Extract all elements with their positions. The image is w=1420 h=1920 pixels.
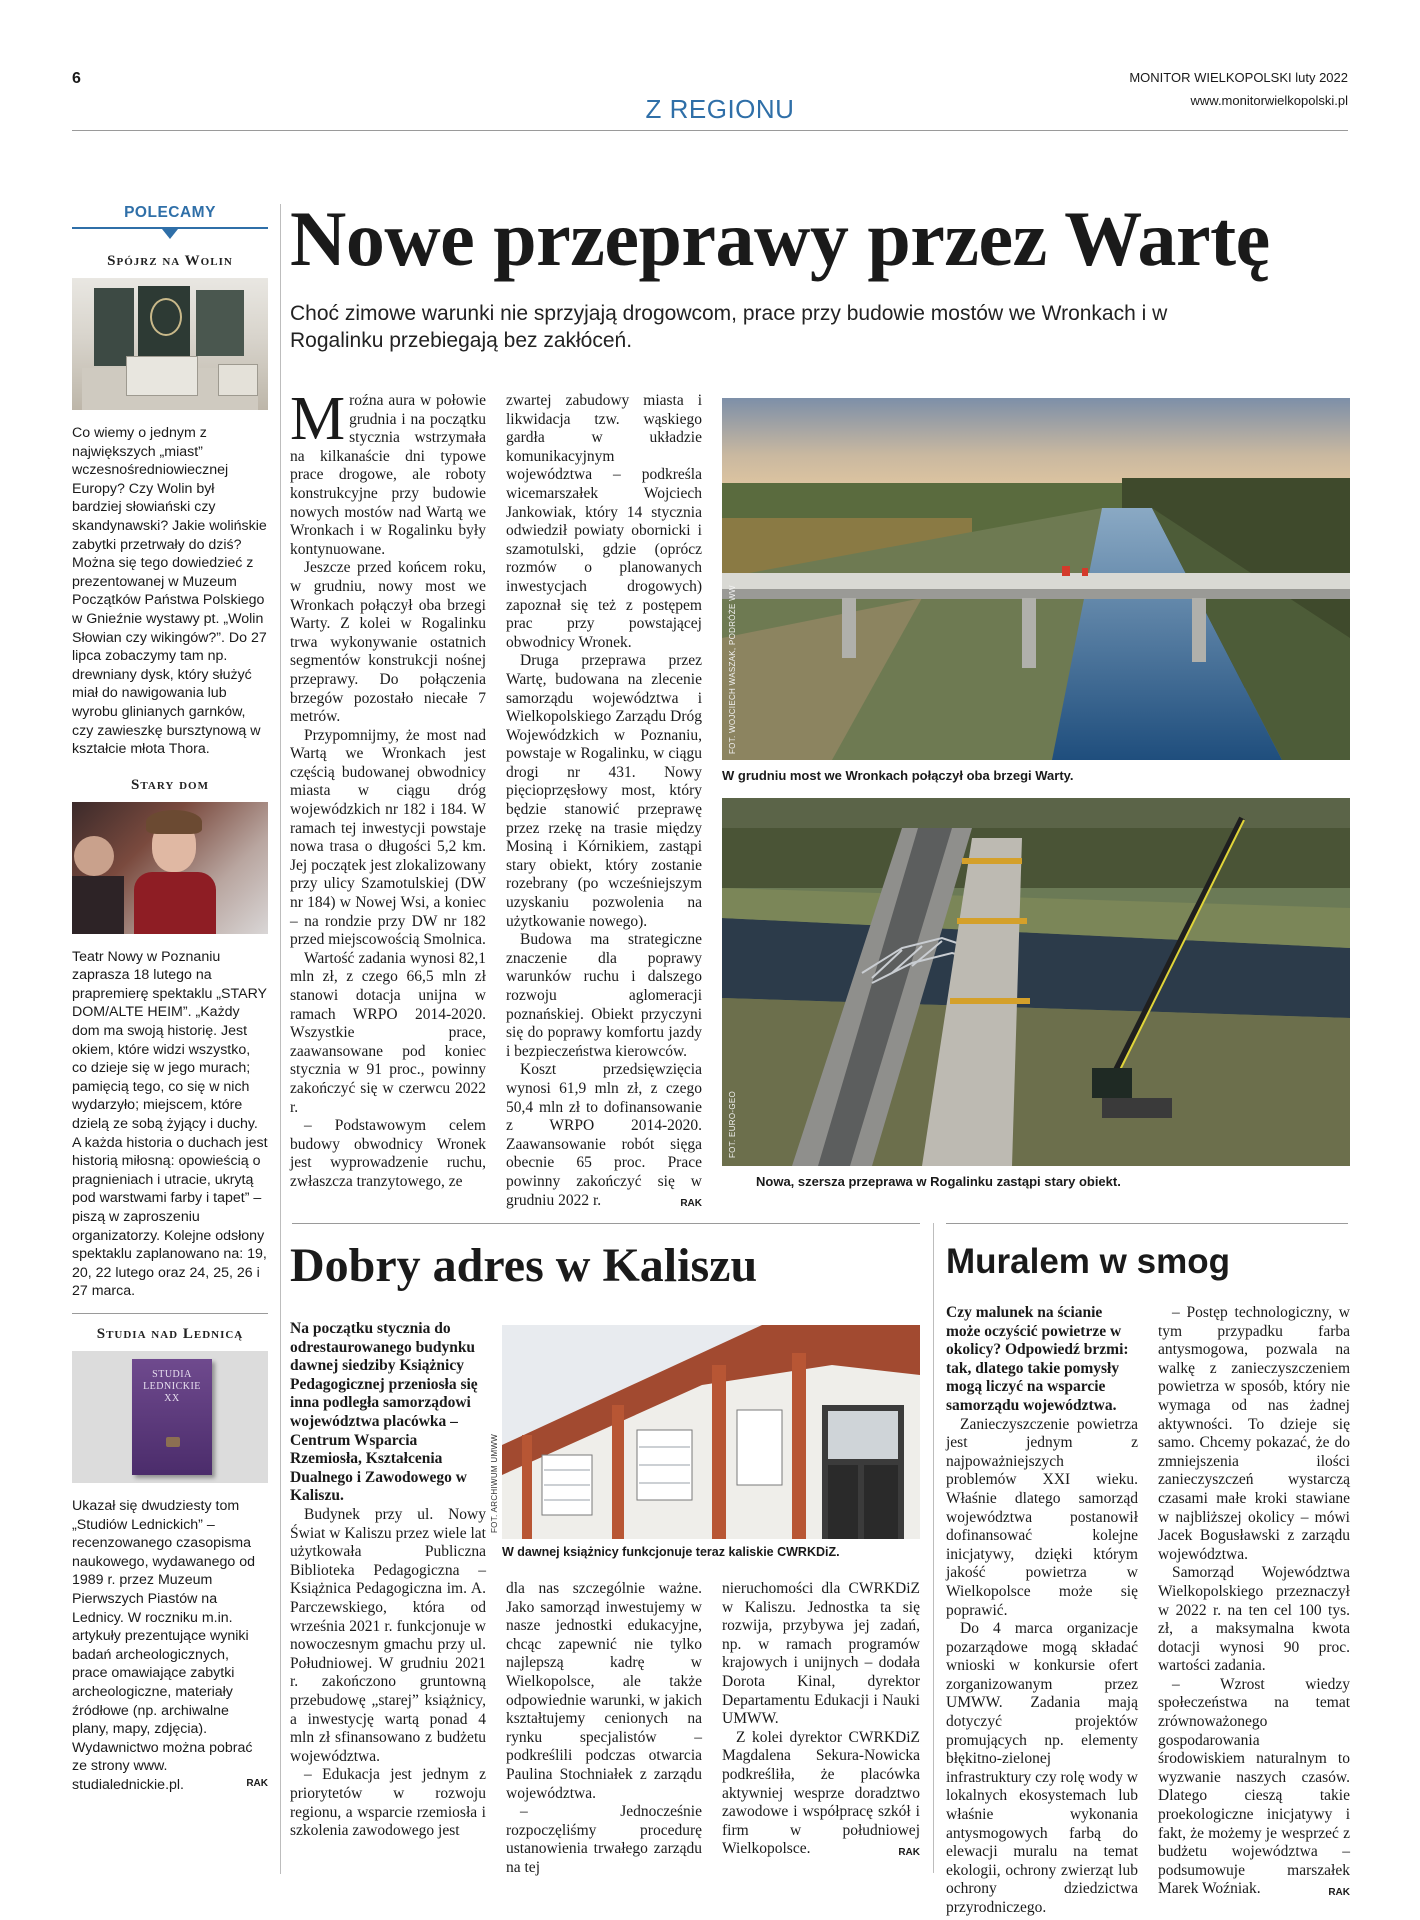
- signature: RAK: [246, 1778, 268, 1790]
- photo-credit: FOT. EURO-GEO: [728, 1090, 737, 1158]
- sidebar-label-rule: [72, 227, 268, 229]
- rogalinek-bridge-illustration: [722, 798, 1350, 1166]
- triangle-down-icon: [162, 229, 178, 239]
- main-lead: Choć zimowe warunki nie sprzyjają drogowcom, prace przy budowie mostów we Wronkach i w Rogalinku przebiegają bez zakłóceń.: [290, 302, 1168, 352]
- kalisz-column-2: [506, 1580, 702, 1878]
- photo-caption: Nowa, szersza przeprawa w Rogalinku zastąpi stary obiekt.: [756, 1174, 1121, 1189]
- publication-name: MONITOR WIELKOPOLSKI luty 2022: [1129, 70, 1348, 85]
- sidebar: [72, 204, 268, 1793]
- paragraph: Samorząd Województwa Wielkopolskiego przeznaczył w 2022 r. na ten cel 100 tys. zł, a maksymalna kwota dotacji wynosi 90 proc. wartości zadania.: [1158, 1564, 1350, 1675]
- theater-photo: [72, 802, 268, 934]
- column-separator: [933, 1223, 934, 1873]
- dropcap: M: [290, 385, 346, 453]
- paragraph: Budowa ma strategiczne znaczenie dla poprawy warunków ruchu i dalszego rozwoju aglomeracji poznańskiej. Obiekt przyczyni się do poprawy komfortu jazdy i bezpieczeństwa kierowców.: [506, 931, 702, 1060]
- kalisz-lead: Na początku stycznia do odrestaurowanego budynku dawnej siedziby Książnicy Pedagogicznej przeniosła się inna podległa samorządowi województwa placówka – Centrum Wsparcia Rzemiosła, Kształcenia Dualnego i Zawodowego w Kaliszu.: [290, 1320, 478, 1505]
- paragraph: Z kolei dyrektor CWRKDiZ Magdalena Sekura-Nowicka podkreśliła, że placówka aktywniej wesprze doradztwo zawodowe i współpracę szkół i firm w południowej Wielkopolsce.: [722, 1728, 920, 1858]
- mural-lead: Czy malunek na ścianie może oczyścić powietrze w okolicy? Odpowiedź brzmi: tak, dlatego takie pomysły mogą liczyć na wsparcie samorządu województwa.: [946, 1304, 1129, 1414]
- sidebar-item-text: Ukazał się dwudziesty tom „Studiów Lednickich” – recenzowanego czasopisma naukowego, wydawanego od 1989 r. przez Muzeum Pierwszych Piastów na Lednicy. W roczniku m.in. artykuły prezentujące wyniki badań archeologicznych, prace omawiające zabytki archeologiczne, materiały źródłowe (np. archiwalne plany, mapy, zdjęcia). Wydawnictwo można pobrać ze strony www. studialednickie.pl.: [72, 1497, 255, 1793]
- paragraph: zwartej zabudowy miasta i likwidacja tzw. wąskiego gardła w układzie komunikacyjnym województwa – podkreśla wicemarszałek Wojciech Jankowiak, który 14 stycznia odwiedził powiaty obornicki i szamotulski, gdzie (oprócz rozmów o planowanych inwestycjach drogowych) zapoznał się też z postępem prac przy powstającej obwodnicy Wronek.: [506, 392, 702, 651]
- sidebar-divider: [72, 1313, 268, 1314]
- rogalinek-bridge-photo: [722, 798, 1350, 1166]
- sidebar-item-text: Co wiemy o jednym z największych „miast” wczesnośredniowiecznej Europy? Czy Wolin był bardziej słowiański czy skandynawski? Jakie wolińskie zabytki przetrwały do dziś? Można się tego dowiedzieć z prezentowanej w Muzeum Początków Państwa Polskiego w Gnieźnie wystawy pt. „Wolin Słowian czy wikingów?”. Do 27 lipca zobaczymy tam np. drewniany dysk, który służyć miał do nawigowania lub wyrobu glinianych garnków, czy zawieszkę bursztynową w kształcie młota Thora.: [72, 425, 267, 758]
- exhibition-photo: [72, 278, 268, 410]
- paragraph: Zanieczyszczenie powietrza jest jednym z najpoważniejszych problemów XXI wieku. Właśnie dlatego samorząd województwa postanowił dofinansować kolejne inicjatywy, dzięki którym jakość powietrza w Wielkopolsce może się poprawić.: [946, 1415, 1138, 1619]
- sidebar-item-title: Stary dom: [131, 776, 209, 793]
- kalisz-building-photo: [490, 1325, 920, 1539]
- wronki-bridge-photo: [722, 398, 1350, 760]
- main-headline: Nowe przeprawy przez Wartę: [290, 195, 1270, 282]
- section-rule-left: [292, 1223, 920, 1224]
- main-column-2: [506, 392, 702, 1214]
- paragraph: – Wzrost wiedzy społeczeństwa na temat zrównoważonego gospodarowania środowiskiem naturalnym to wyzwanie naszych czasów. Dlatego cieszą takie proekologiczne inicjatywy i fakt, że możemy je wesprzeć z budżetu województwa – podsumowuje marszałek Marek Woźniak.: [1158, 1675, 1350, 1898]
- book-photo: [72, 1351, 268, 1483]
- book-cover: [132, 1359, 212, 1475]
- wronki-bridge-illustration: [722, 398, 1350, 760]
- website: www.monitorwielkopolski.pl: [1190, 93, 1348, 108]
- kalisz-column-1: [290, 1506, 486, 1841]
- photo-credit: FOT. ARCHIWUM UMWW: [490, 1433, 499, 1533]
- paragraph: Budynek przy ul. Nowy Świat w Kaliszu przez wiele lat użytkowała Publiczna Biblioteka Pedagogiczna – Książnica Pedagogiczna im. A. Parczewskiego, która od września 2021 r. funkcjonuje w nowoczesnym gmachu przy ul. Południowej. W grudniu 2021 r. zakończono gruntowną przebudowę „starej” książnicy, a inwestycję wartą ponad 4 mln zł sfinansowano z budżetu województwa.: [290, 1506, 486, 1765]
- photo-caption: W dawnej książnicy funkcjonuje teraz kaliskie CWRKDiZ.: [502, 1545, 840, 1559]
- signature: RAK: [1328, 1887, 1350, 1898]
- sidebar-label: POLECAMY: [124, 204, 216, 221]
- paragraph: dla nas szczególnie ważne. Jako samorząd inwestujemy w nasze jednostki edukacyjne, chcąc zapewnić nie tylko najlepszą kadrę w Wielkopolsce, ale także odpowiednie warunki, w jakich kształtujemy cenionych na rynku specjalistów – podkreślili podczas otwarcia Paulina Stochniałek z zarządu województwa.: [506, 1580, 702, 1802]
- paragraph: – Podstawowym celem budowy obwodnicy Wronek jest wyprowadzenie ruchu, zwłaszcza tranzytowego, ze: [290, 1117, 486, 1190]
- sidebar-item-title: Spójrz na Wolin: [107, 253, 233, 269]
- sidebar-separator: [280, 204, 281, 1874]
- paragraph: nieruchomości dla CWRKDiZ w Kaliszu. Jednostka ta się rozwija, przybywa jej zadań, np. w ramach programów krajowych i unijnych – dodała Dorota Kinal, dyrektor Departamentu Edukacji i Nauki UMWW.: [722, 1580, 920, 1728]
- book-cover-title: STUDIA LEDNICKIE XX: [143, 1368, 201, 1404]
- sidebar-item-title: Studia nad Lednicą: [96, 1325, 244, 1342]
- section-rule-right: [946, 1223, 1348, 1224]
- page-number: 6: [72, 70, 81, 87]
- paragraph: Wartość zadania wynosi 82,1 mln zł, z czego 66,5 mln zł stanowi dotacja unijna w ramach WRPO 2014-2020. Wszystkie prace, zaawansowane pod koniec stycznia w 91 proc., powinny zakończyć się w czerwcu 2022 r.: [290, 949, 486, 1116]
- paragraph: Koszt przedsięwzięcia wynosi 61,9 mln zł, z czego 50,4 mln zł to dofinansowanie z WRPO 2014-2020. Zaawansowanie robót sięga obecnie 65 proc. Prace powinny zakończyć się w grudniu 2022 r.: [506, 1061, 702, 1209]
- photo-credit: FOT. WOJCIECH WASZAK, PODRÓŻE WW: [728, 585, 737, 754]
- photo-caption: W grudniu most we Wronkach połączył oba brzegi Warty.: [722, 768, 1074, 783]
- mural-column-2: [1158, 1304, 1350, 1903]
- signature: RAK: [680, 1198, 702, 1210]
- kalisz-building-illustration: [502, 1325, 920, 1539]
- paragraph: – Postęp technologiczny, w tym przypadku farba antysmogowa, pozwala na walkę z zanieczyszczeniem powietrza w sposób, który nie wymaga od nas żadnej aktywności. To dzieje się samo. Chcemy pokazać, że do zmniejszenia ilości zanieczyszczeń wystarczą czasami małe kroki stawiane w najbliższej okolicy – mówi Jacek Bogusławski z zarządu województwa.: [1158, 1304, 1350, 1563]
- paragraph: Przypomnijmy, że most nad Wartą we Wronkach jest częścią budowanej obwodnicy miasta w ciągu dróg wojewódzkich nr 182 i 184. W ramach tej inwestycji powstaje nowa trasa o długości 5,2 km. Jej początek jest zlokalizowany przy ulicy Szamotulskiej (DW nr 184) w Nowej Wsi, a koniec – na rondzie przy DW nr 182 przed miejscowością Smolnica.: [290, 726, 486, 949]
- header-rule: [72, 130, 1348, 131]
- mural-column-1: [946, 1304, 1138, 1918]
- section-title: Z REGIONU: [645, 94, 795, 124]
- mural-headline: Muralem w smog: [946, 1242, 1230, 1281]
- paragraph: Do 4 marca organizacje pozarządowe mogą składać wnioski w konkursie ofert zorganizowanym przez UMWW. Zadania mają dotyczyć projektów promujących np. elementy błękitno-zielonej infrastruktury czy rolę wody w lokalnych ekosystemach lub właśnie wykonania antysmogowych farbą do elewacji muralu na temat ekologii, ochrony zwierząt lub ochrony dziedzictwa przyrodniczego.: [946, 1620, 1138, 1916]
- kalisz-column-3: [722, 1580, 920, 1863]
- main-column-1: [290, 385, 486, 1192]
- sidebar-item-text: Teatr Nowy w Poznaniu zaprasza 18 lutego na prapremierę spektaklu „STARY DOM/ALTE HEIM”. „Każdy dom ma swoją historię. Jest okiem, które widzi wszystko, co dzieje się w jego murach; pamięcią tego, co się w nich wydarzyło; miejscem, które dzielą ze sobą żyjący i duchy. A każda historia o duchach jest historią miłosną: opowieścią o pragnieniach i utracie, ukrytą pod warstwami farby i tapet” – piszą w zaproszeniu organizatorzy. Kolejne odsłony spektaklu zaplanowano na: 19, 20, 22 lutego oraz 24, 25, 26 i 27 marca.: [72, 948, 268, 1300]
- paragraph: roźna aura w połowie grudnia i na początku stycznia wstrzymała na kilkanaście dni typowe prace drogowe, ale roboty konstrukcyjne przy budowie nowych mostów nad Wartą we Wronkach i w Rogalinku były kontynuowane.: [290, 392, 486, 558]
- paragraph: – Edukacja jest jednym z priorytetów w rozwoju regionu, a wsparcie rzemiosła i szkolenia zawodowego jest: [290, 1766, 486, 1840]
- signature: RAK: [898, 1846, 920, 1858]
- paragraph: Jeszcze przed końcem roku, w grudniu, nowy most we Wronkach połączył oba brzegi Warty. Z kolei w Rogalinku trwa wykonywanie ostatnich segmentów konstrukcji nośnej przeprawy. Do połączenia brzegów pozostało niecałe 7 metrów.: [290, 559, 486, 726]
- kalisz-headline: Dobry adres w Kaliszu: [290, 1239, 758, 1292]
- paragraph: – Jednocześnie rozpoczęliśmy procedurę ustanowienia trwałego zarządu na tej: [506, 1803, 702, 1876]
- paragraph: Druga przeprawa przez Wartę, budowana na zlecenie samorządu województwa i Wielkopolskiego Zarządu Dróg Wojewódzkich w Poznaniu, powstaje w Rogalinku, w ciągu drogi nr 431. Nowy pięcioprzęsłowy most, który będzie stanowić przeprawę przez rzekę na trasie między Mosiną i Kórnikiem, zastąpi stary obiekt, który zostanie rozebrany (po wcześniejszym uzyskaniu pozwolenia na użytkowanie nowego).: [506, 652, 702, 930]
